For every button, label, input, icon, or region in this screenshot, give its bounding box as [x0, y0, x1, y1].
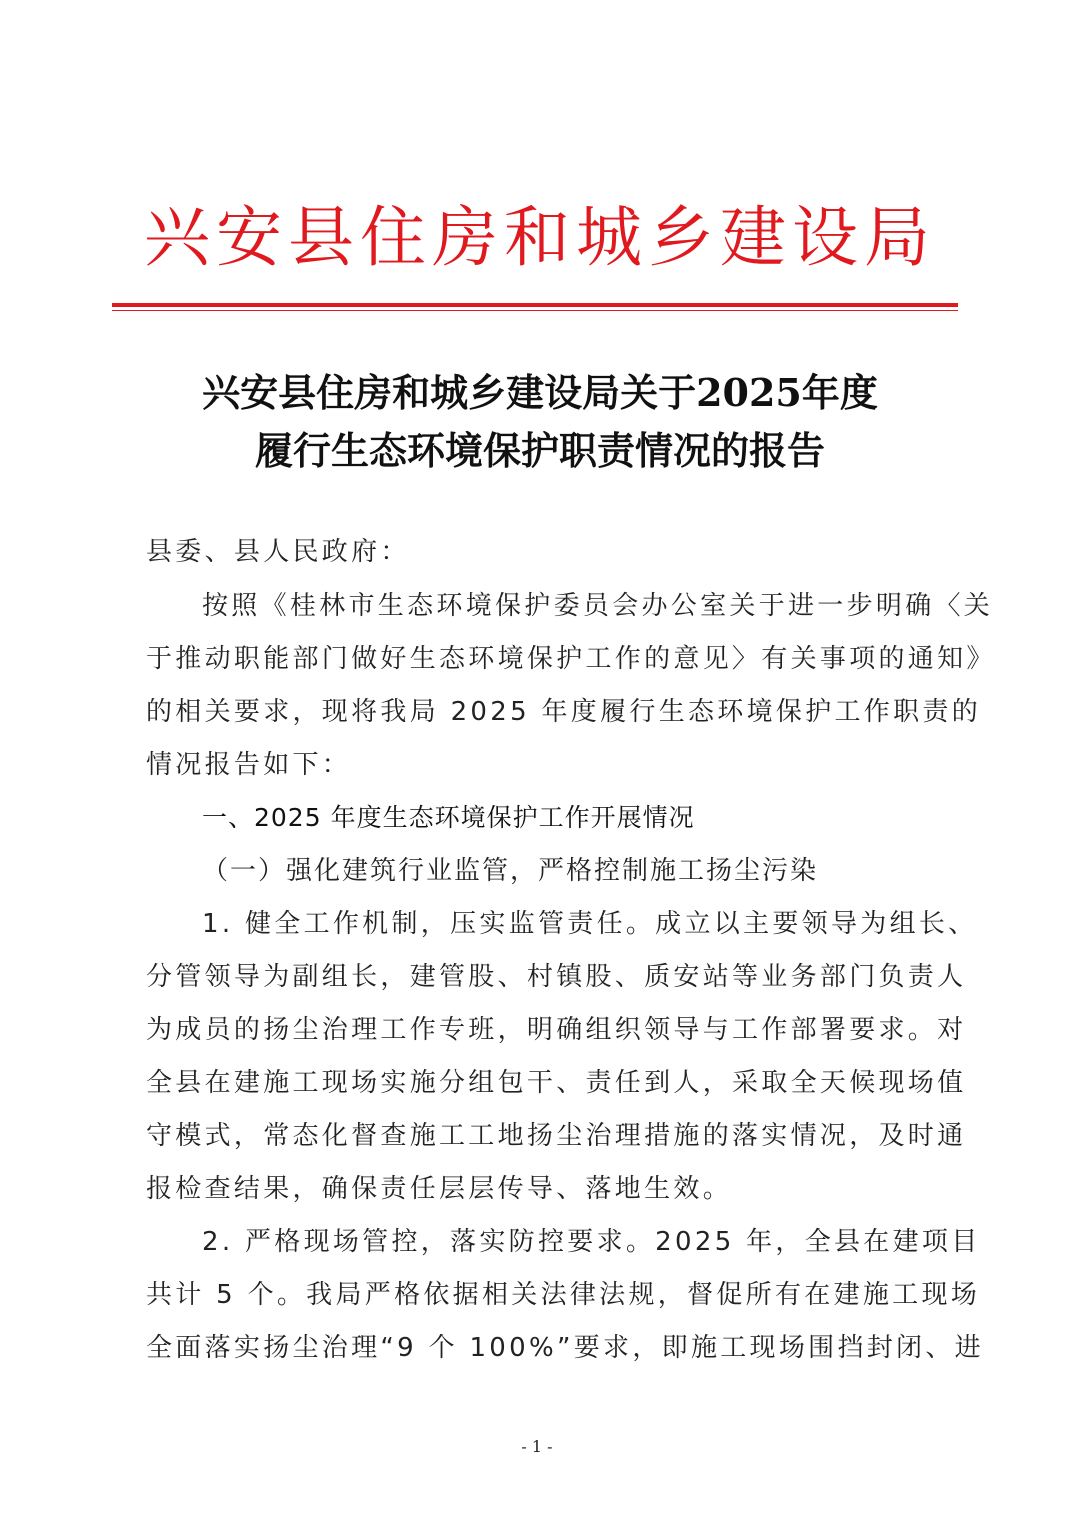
item-1-line-2: 分管领导为副组长，建管股、村镇股、质安站等业务部门负责人	[146, 962, 967, 992]
item-1-line-4: 全县在建施工现场实施分组包干、责任到人，采取全天候现场值	[146, 1068, 967, 1098]
item-2-line-3: 全面落实扬尘治理“9 个 100%”要求，即施工现场围挡封闭、进	[146, 1333, 984, 1363]
intro-line-1: 按照《桂林市生态环境保护委员会办公室关于进一步明确〈关	[202, 591, 994, 621]
item-2-line-1: 2. 严格现场管控，落实防控要求。2025 年，全县在建项目	[202, 1227, 981, 1257]
report-title-line-2: 履行生态环境保护职责情况的报告	[254, 428, 825, 473]
intro-line-2: 于推动职能部门做好生态环境保护工作的意见〉有关事项的通知》	[146, 644, 996, 674]
salutation: 县委、县人民政府：	[146, 537, 410, 567]
item-2-line-2: 共计 5 个。我局严格依据相关法律法规，督促所有在建施工现场	[146, 1280, 981, 1310]
item-1-line-5: 守模式，常态化督查施工工地扬尘治理措施的落实情况，及时通	[146, 1121, 967, 1151]
masthead-red-rule-thick	[112, 303, 958, 307]
intro-line-3: 的相关要求，现将我局 2025 年度履行生态环境保护工作职责的	[146, 697, 981, 727]
section-1-heading: 一、2025 年度生态环境保护工作开展情况	[202, 803, 695, 832]
subsection-1-heading: （一）强化建筑行业监管，严格控制施工扬尘污染	[202, 856, 819, 886]
item-1-line-6: 报检查结果，确保责任层层传导、落地生效。	[146, 1174, 733, 1204]
item-1-line-3: 为成员的扬尘治理工作专班，明确组织领导与工作部署要求。对	[146, 1015, 967, 1045]
item-1-line-1: 1. 健全工作机制，压实监管责任。成立以主要领导为组长、	[202, 909, 978, 939]
intro-line-4: 情况报告如下：	[146, 750, 352, 780]
report-title-line-1: 兴安县住房和城乡建设局关于2025年度	[202, 370, 878, 415]
page-number: - 1 -	[521, 1437, 553, 1456]
masthead-red-rule-thin	[112, 310, 958, 311]
masthead-agency-name: 兴安县住房和城乡建设局	[144, 199, 936, 276]
